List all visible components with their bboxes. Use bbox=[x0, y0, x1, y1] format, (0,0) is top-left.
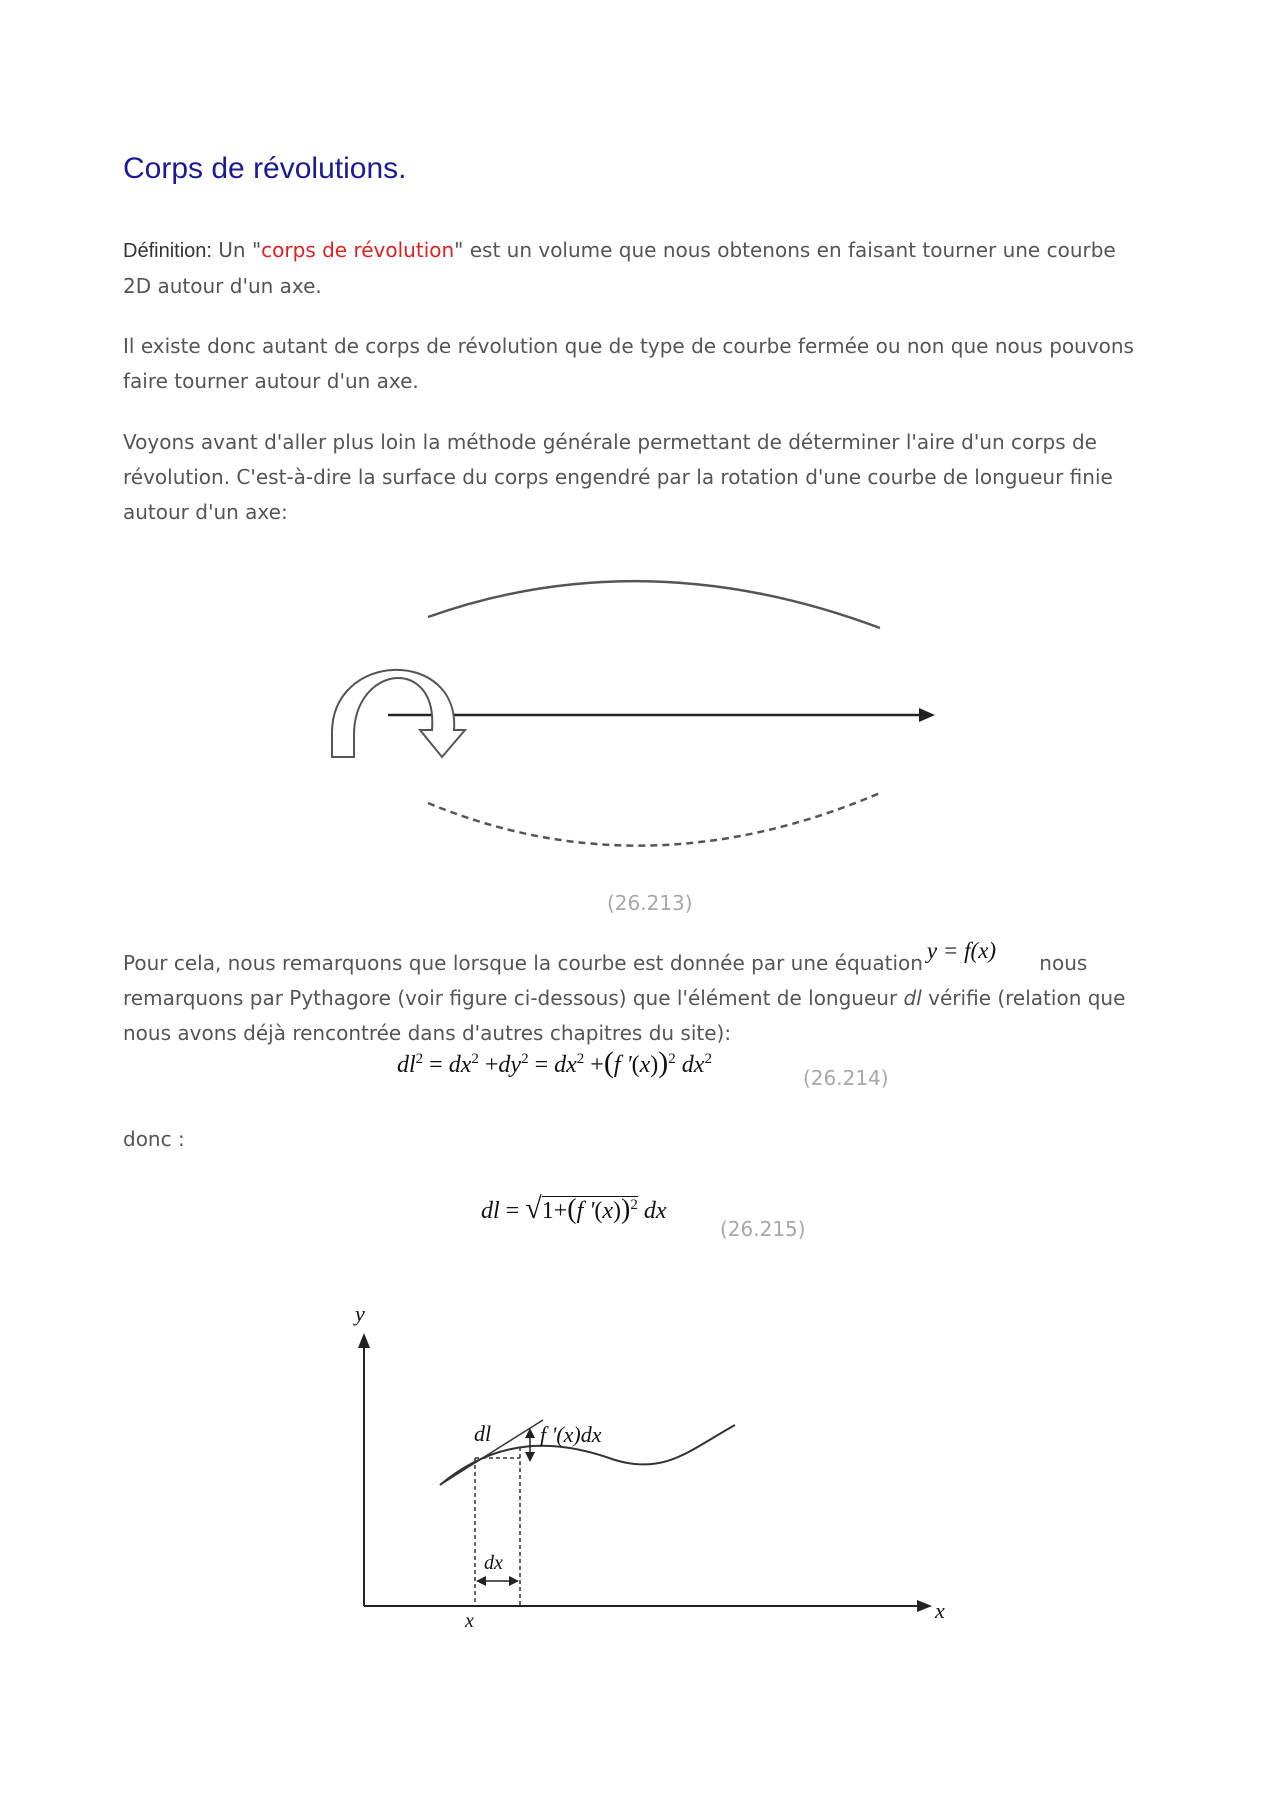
equation-26-214: $dl^2 = dx^2 +dy^2 = dx^2 +(f$ '(x))$^2$ $dx^2$ bbox=[397, 1046, 712, 1079]
fprime-arrow-up bbox=[525, 1428, 535, 1438]
tangent-line bbox=[443, 1420, 543, 1483]
definition-pre: Un " bbox=[211, 238, 262, 262]
equation-number-215: (26.215) bbox=[720, 1217, 806, 1241]
page-title: Corps de révolutions. bbox=[123, 152, 407, 185]
paragraph-4-part2: nous remarquons par Pythagore (voir figure ci-dessous) que l'élément de longueur bbox=[123, 951, 1088, 1010]
inline-equation: y = f(x) bbox=[926, 938, 997, 963]
equation-number-213: (26.213) bbox=[607, 891, 693, 915]
y-axis-label: y bbox=[355, 1301, 365, 1326]
paragraph-3: Voyons avant d'aller plus loin la méthode générale permettant de déterminer l'aire d'un corps de révolution. C'est-à-dire la surface du corps engendré par la rotation d'une courbe de longueur finie autour d'un axe: bbox=[123, 430, 1113, 524]
paragraph-4-part3: vérifie (relation que nous avons déjà rencontrée dans d'autres chapitres du site): bbox=[123, 986, 1126, 1045]
variable-dl: dl bbox=[903, 986, 922, 1010]
dx-arrow-right bbox=[509, 1576, 519, 1586]
paragraph-2: Il existe donc autant de corps de révolution que de type de courbe fermée ou non que nous pouvons faire tourner autour d'un axe. bbox=[123, 334, 1134, 393]
donc-text: donc : bbox=[123, 1127, 185, 1151]
x-axis-arrowhead bbox=[917, 1600, 932, 1612]
definition-post: " est un volume que nous obtenons en faisant tourner une courbe 2D autour d'un axe. bbox=[123, 238, 1116, 298]
equation-26-215: dl = √1+(f '(x))$^2$ dx bbox=[481, 1192, 667, 1225]
definition-term: corps de révolution bbox=[261, 238, 455, 262]
fprime-arrow-down bbox=[525, 1452, 535, 1462]
x-axis-label: x bbox=[935, 1598, 945, 1623]
fprime-dx-label: f '(x)dx bbox=[540, 1422, 602, 1447]
dl-label: dl bbox=[474, 1421, 492, 1446]
y-axis-arrowhead bbox=[358, 1333, 370, 1348]
paragraph-4-part1: Pour cela, nous remarquons que lorsque la courbe est donnée par une équation bbox=[123, 951, 923, 975]
x-tick-label: x bbox=[465, 1610, 474, 1632]
equation-number-214: (26.214) bbox=[803, 1066, 889, 1090]
dx-label: dx bbox=[484, 1552, 503, 1574]
dx-arrow-left bbox=[476, 1576, 486, 1586]
definition-label: Définition: bbox=[123, 240, 212, 262]
